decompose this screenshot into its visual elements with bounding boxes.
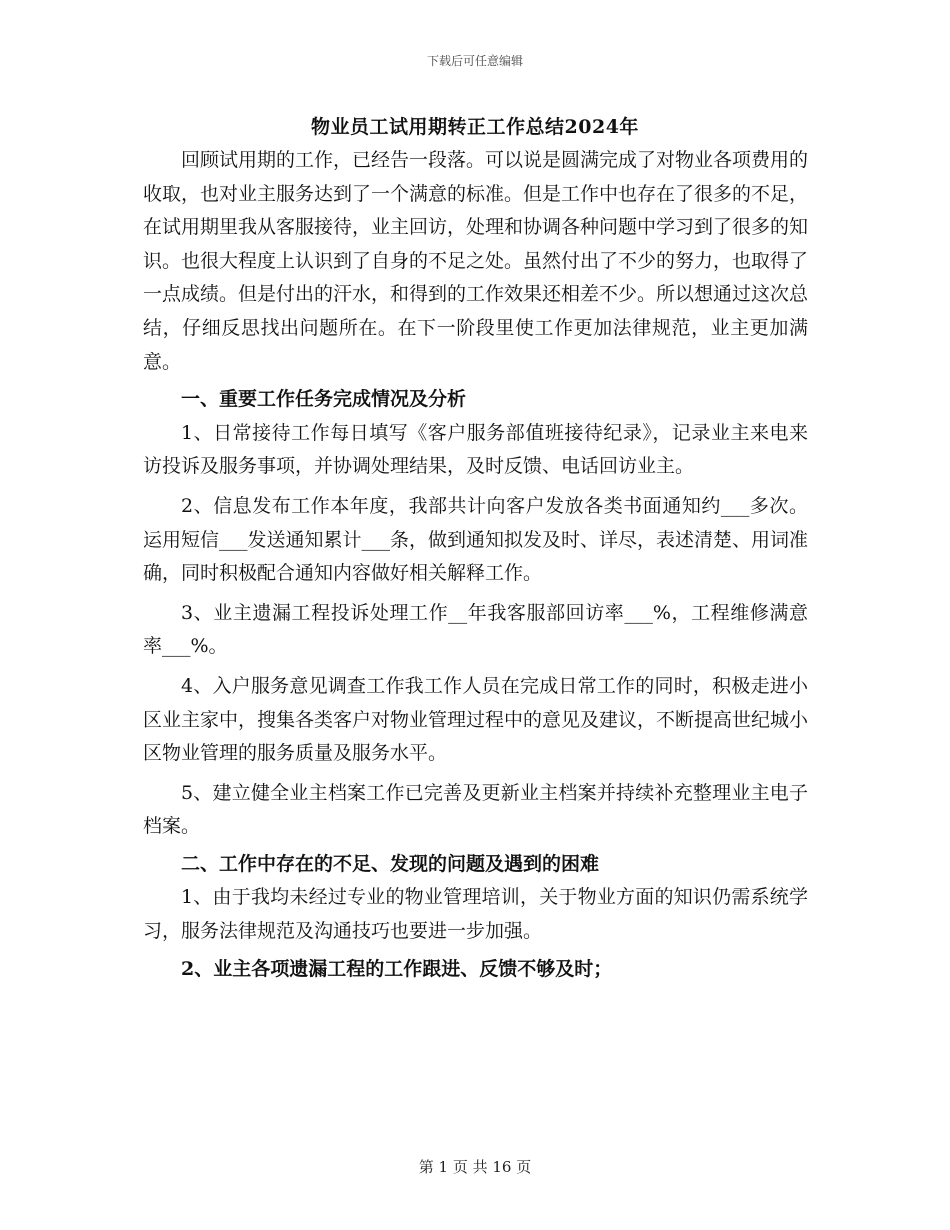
section-1-heading: 一、重要工作任务完成情况及分析 [181,388,467,411]
section-2-heading: 二、工作中存在的不足、发现的问题及遇到的困难 [181,852,600,875]
section-2-item-bold: 2、业主各项遗漏工程的工作跟进、反馈不够及时； [181,957,613,980]
page-number: 第 1 页 共 16 页 [418,1158,532,1176]
section-1-item: 1、日常接待工作每日填写《客户服务部值班接待纪录》，记录业主来电来访投诉及服务事项，并协调处理结果，及时反馈、电话回访业主。 [143,421,808,478]
section-1-item: 3、业主遗漏工程投诉处理工作__年我客服部回访率___%，工程维修满意率___%。 [143,601,808,658]
document-body [143,144,808,986]
section-1-item: 4、入户服务意见调查工作我工作人员在完成日常工作的同时，积极走进小区业主家中，搜集各类客户对物业管理过程中的意见及建议，不断提高世纪城小区物业管理的服务质量及服务水平。 [143,674,809,765]
intro-paragraph: 回顾试用期的工作，已经告一段落。可以说是圆满完成了对物业各项费用的收取，也对业主服务达到了一个满意的标准。但是工作中也存在了很多的不足，在试用期里我从客服接待，业主回访，处理和协调各种问题中学习到了很多的知识。也很大程度上认识到了自身的不足之处。虽然付出了不少的努力，也取得了一点成绩。但是付出的汗水，和得到的工作效果还相差不少。所以想通过这次总结，仔细反思找出问题所在。在下一阶段里使工作更加法律规范，业主更加满意。 [143,149,809,373]
section-1-item: 5、建立健全业主档案工作已完善及更新业主档案并持续补充整理业主电子档案。 [143,781,808,838]
page-header-note: 下载后可任意编辑 [426,54,523,68]
section-1-item: 2、信息发布工作本年度，我部共计向客户发放各类书面通知约___多次。运用短信___发送通知累计___条，做到通知拟发及时、详尽，表述清楚、用词准确，同时积极配合通知内容做好相关解释工作。 [143,494,809,585]
document-title: 物业员工试用期转正工作总结2024年 [311,116,639,138]
section-2-item: 1、由于我均未经过专业的物业管理培训，关于物业方面的知识仍需系统学习，服务法律规范及沟通技巧也要进一步加强。 [143,886,808,943]
